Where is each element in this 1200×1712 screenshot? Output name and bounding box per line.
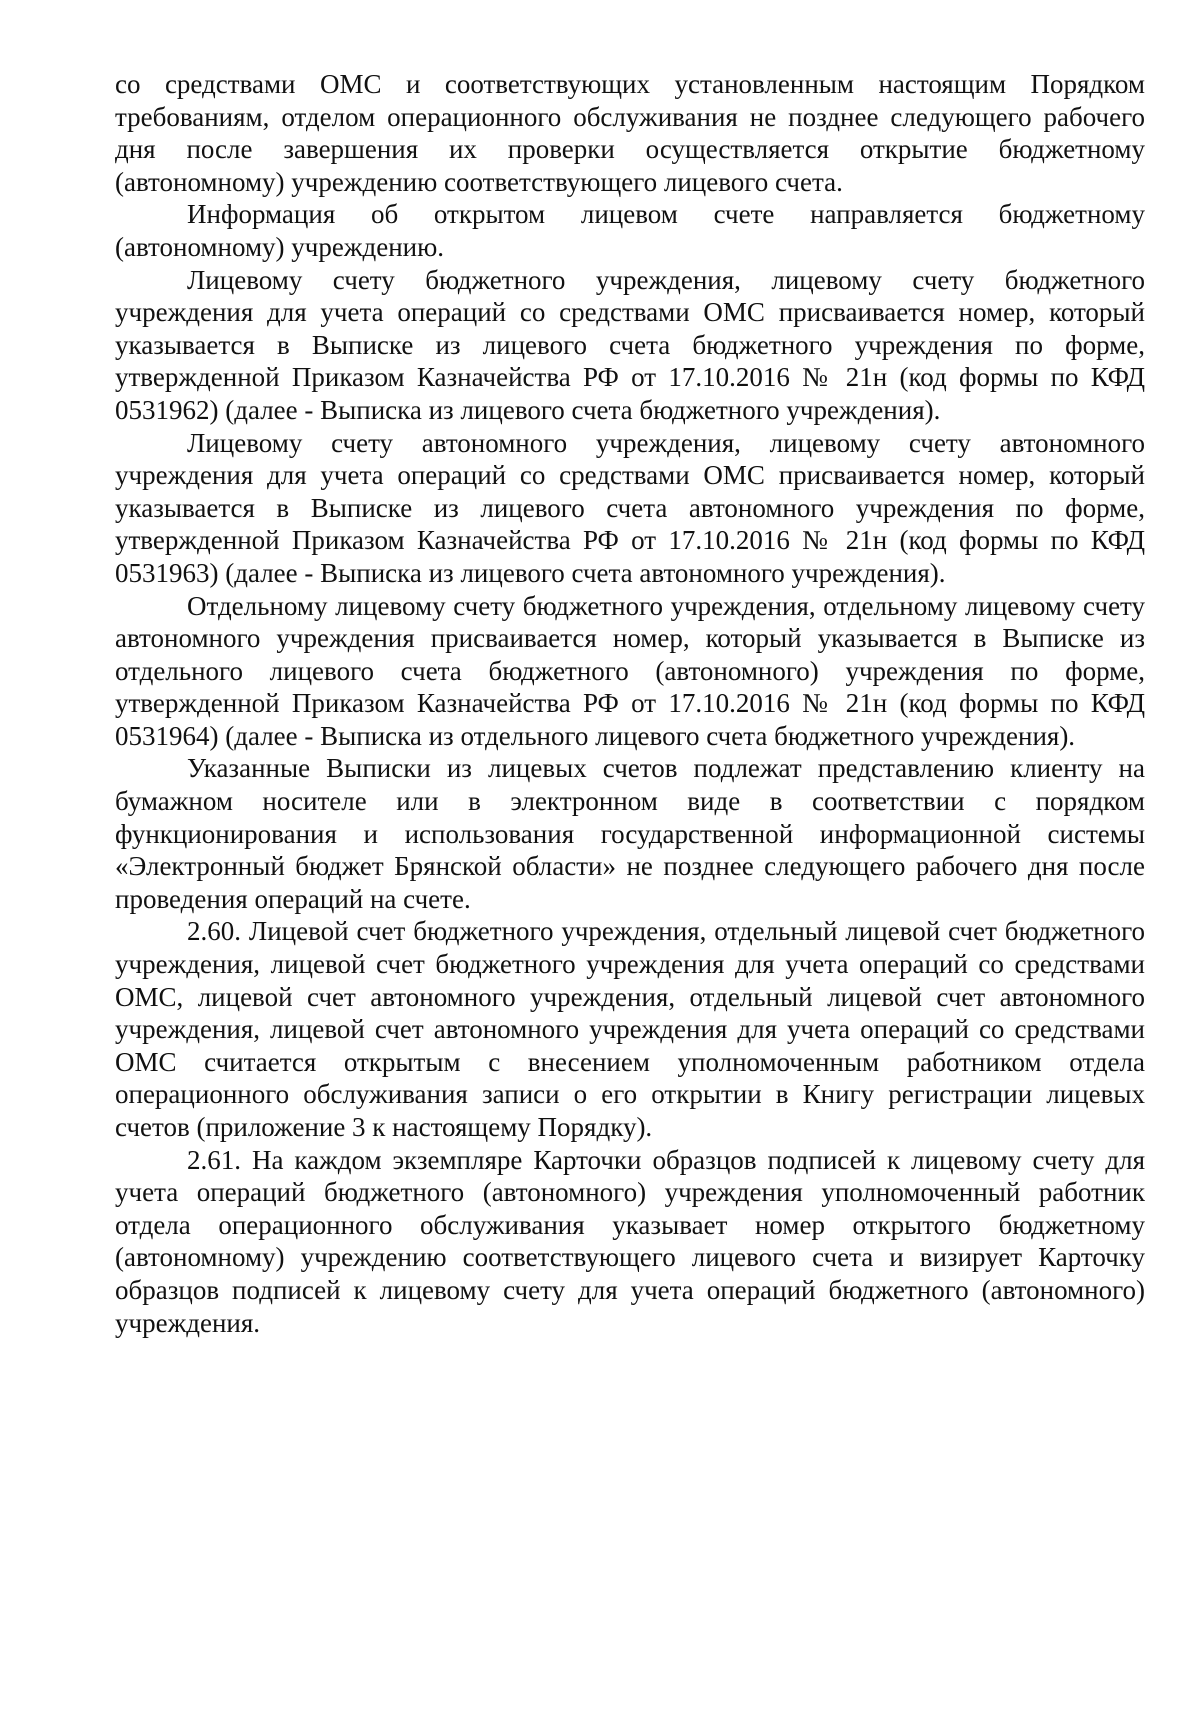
paragraph-account-info: Информация об открытом лицевом счете направляется бюджетному (автономному) учреждению. [115, 199, 1145, 262]
paragraph-budget-account-number: Лицевому счету бюджетного учреждения, лицевому счету бюджетного учреждения для учета операций со средствами ОМС присваивается номер, который указывается в Выписке из лицевого счета бюджетного учреждения по форме, утвержденной Приказом Казначейства РФ от 17.10.2016 № 21н (код формы по КФД 0531962) (далее - Выписка из лицевого счета бюджетного учреждения). [115, 264, 1145, 425]
document-body [115, 68, 1145, 1339]
paragraph-autonomous-account-number: Лицевому счету автономного учреждения, лицевому счету автономного учреждения для учета операций со средствами ОМС присваивается номер, который указывается в Выписке из лицевого счета автономного учреждения по форме, утвержденной Приказом Казначейства РФ от 17.10.2016 № 21н (код формы по КФД 0531963) (далее - Выписка из лицевого счета автономного учреждения). [115, 427, 1145, 588]
paragraph-statements-delivery: Указанные Выписки из лицевых счетов подлежат представлению клиенту на бумажном носителе или в электронном виде в соответствии с порядком функционирования и использования государственной информационной системы «Электронный бюджет Брянской области» не позднее следующего рабочего дня после проведения операций на счете. [115, 753, 1145, 914]
paragraph-section-2-60: 2.60. Лицевой счет бюджетного учреждения, отдельный лицевой счет бюджетного учреждения, лицевой счет бюджетного учреждения для учета операций со средствами ОМС, лицевой счет автономного учреждения, отдельный лицевой счет автономного учреждения, лицевой счет автономного учреждения для учета операций со средствами ОМС считается открытым с внесением уполномоченным работником отдела операционного обслуживания записи о его открытии в Книгу регистрации лицевых счетов (приложение 3 к настоящему Порядку). [115, 916, 1145, 1142]
paragraph-separate-account-number: Отдельному лицевому счету бюджетного учреждения, отдельному лицевому счету автономного учреждения присваивается номер, который указывается в Выписке из отдельного лицевого счета бюджетного (автономного) учреждения по форме, утвержденной Приказом Казначейства РФ от 17.10.2016 № 21н (код формы по КФД 0531964) (далее - Выписка из отдельного лицевого счета бюджетного учреждения). [115, 590, 1145, 751]
paragraph-section-2-61: 2.61. На каждом экземпляре Карточки образцов подписей к лицевому счету для учета операций бюджетного (автономного) учреждения уполномоченный работник отдела операционного обслуживания указывает номер открытого бюджетному (автономному) учреждению соответствующего лицевого счета и визирует Карточку образцов подписей к лицевому счету для учета операций бюджетного (автономного) учреждения. [115, 1144, 1145, 1338]
paragraph-continued-oms: со средствами ОМС и соответствующих установленным настоящим Порядком требованиям, отделом операционного обслуживания не позднее следующего рабочего дня после завершения их проверки осуществляется открытие бюджетному (автономному) учреждению соответствующего лицевого счета. [115, 69, 1145, 197]
